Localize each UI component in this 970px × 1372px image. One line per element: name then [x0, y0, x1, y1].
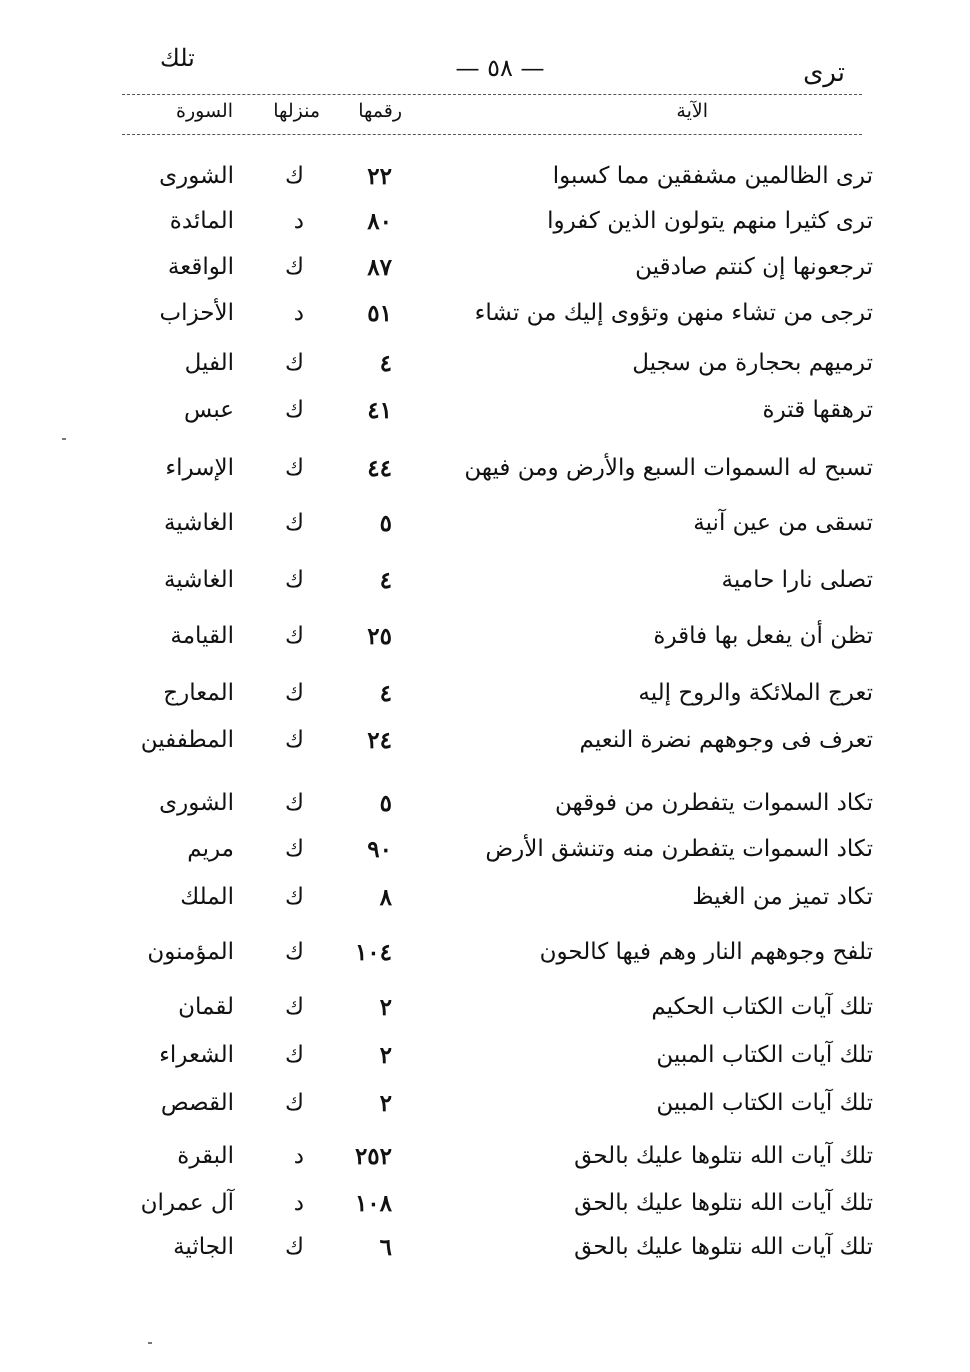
place-cell: ك [285, 939, 304, 965]
table-row [0, 994, 970, 1034]
place-cell: ك [285, 623, 304, 649]
surah-cell: الشورى [159, 163, 234, 189]
number-cell: ١٠٤ [354, 939, 392, 966]
table-row [0, 623, 970, 663]
verse-cell: تكاد السموات يتفطرن منه وتنشق الأرض [485, 836, 873, 862]
place-cell: ك [285, 163, 304, 189]
number-cell: ٤٤ [367, 455, 392, 482]
verse-cell: ترجعونها إن كنتم صادقين [635, 254, 873, 280]
verse-cell: تسقى من عين آنية [693, 510, 873, 536]
number-cell: ٢٢ [367, 163, 392, 190]
place-cell: ك [285, 1042, 304, 1068]
number-cell: ٩٠ [367, 836, 392, 863]
table-row [0, 1234, 970, 1274]
header-bottom-rule [122, 134, 862, 135]
number-cell: ٥ [379, 510, 392, 537]
place-cell: ك [285, 567, 304, 593]
table-row [0, 350, 970, 390]
verse-cell: تلك آيات الله نتلوها عليك بالحق [574, 1234, 873, 1260]
surah-cell: لقمان [178, 994, 234, 1020]
table-row [0, 397, 970, 437]
verse-cell: ترهقها قترة [762, 397, 873, 423]
table-row [0, 208, 970, 248]
surah-cell: آل عمران [140, 1190, 234, 1216]
number-cell: ٢ [379, 1042, 392, 1069]
print-speck [148, 1342, 152, 1344]
table-row [0, 1143, 970, 1183]
verse-cell: تعرج الملائكة والروح إليه [638, 680, 873, 706]
table-row [0, 300, 970, 340]
table-row [0, 939, 970, 979]
table-row [0, 567, 970, 607]
table-row [0, 254, 970, 294]
number-cell: ٢ [379, 1090, 392, 1117]
number-cell: ٢ [379, 994, 392, 1021]
table-row [0, 1190, 970, 1230]
number-cell: ٢٤ [367, 727, 392, 754]
verse-cell: تظن أن يفعل بها فاقرة [653, 623, 873, 649]
table-row [0, 836, 970, 876]
surah-cell: مريم [187, 836, 234, 862]
number-cell: ٥ [379, 790, 392, 817]
surah-cell: الشورى [159, 790, 234, 816]
verse-cell: ترميهم بحجارة من سجيل [632, 350, 873, 376]
column-header-verse: الآية [676, 100, 708, 122]
number-cell: ٨٠ [367, 208, 392, 235]
surah-cell: الغاشية [163, 567, 234, 593]
column-header-place: منزلها [273, 100, 320, 122]
print-speck [62, 438, 66, 440]
table-row [0, 884, 970, 924]
verse-cell: تلفح وجوههم النار وهم فيها كالحون [539, 939, 873, 965]
verse-cell: تكاد السموات يتفطرن من فوقهن [555, 790, 873, 816]
place-cell: ك [285, 994, 304, 1020]
number-cell: ٢٥ [367, 623, 392, 650]
surah-cell: البقرة [177, 1143, 234, 1169]
number-cell: ١٠٨ [354, 1190, 392, 1217]
verse-cell: تلك آيات الله نتلوها عليك بالحق [574, 1143, 873, 1169]
number-cell: ٨٧ [367, 254, 392, 281]
running-header-left: تلك [160, 44, 195, 72]
running-header-right: ترى [803, 58, 845, 88]
place-cell: ك [285, 510, 304, 536]
verse-cell: تلك آيات الله نتلوها عليك بالحق [574, 1190, 873, 1216]
surah-cell: الجاثية [173, 1234, 234, 1260]
verse-cell: ترى الظالمين مشفقين مما كسبوا [552, 163, 873, 189]
surah-cell: الإسراء [165, 455, 234, 481]
place-cell: ك [285, 1234, 304, 1260]
surah-cell: الملك [180, 884, 234, 910]
place-cell: ك [285, 397, 304, 423]
place-cell: د [293, 300, 304, 326]
table-row [0, 727, 970, 767]
table-row [0, 1090, 970, 1130]
verse-cell: ترجى من تشاء منهن وتؤوى إليك من تشاء [474, 300, 873, 326]
table-row [0, 790, 970, 830]
place-cell: ك [285, 350, 304, 376]
number-cell: ٤ [379, 680, 392, 707]
table-row [0, 680, 970, 720]
number-cell: ٤ [379, 350, 392, 377]
surah-cell: الواقعة [167, 254, 234, 280]
place-cell: ك [285, 727, 304, 753]
place-cell: د [293, 1143, 304, 1169]
number-cell: ٤١ [367, 397, 392, 424]
place-cell: د [293, 208, 304, 234]
table-row [0, 1042, 970, 1082]
table-row [0, 510, 970, 550]
surah-cell: الأحزاب [159, 300, 234, 326]
number-cell: ٤ [379, 567, 392, 594]
number-cell: ٢٥٢ [354, 1143, 392, 1170]
number-cell: ٨ [379, 884, 392, 911]
place-cell: ك [285, 455, 304, 481]
surah-cell: المعارج [163, 680, 234, 706]
verse-cell: تلك آيات الكتاب الحكيم [651, 994, 873, 1020]
place-cell: د [293, 1190, 304, 1216]
table-row [0, 455, 970, 495]
header-top-rule [122, 94, 862, 95]
place-cell: ك [285, 680, 304, 706]
place-cell: ك [285, 836, 304, 862]
surah-cell: الفيل [184, 350, 234, 376]
verse-cell: تلك آيات الكتاب المبين [656, 1042, 873, 1068]
place-cell: ك [285, 790, 304, 816]
verse-cell: تعرف فى وجوههم نضرة النعيم [579, 727, 873, 753]
place-cell: ك [285, 254, 304, 280]
surah-cell: الغاشية [163, 510, 234, 536]
column-header-number: رقمها [358, 100, 402, 122]
verse-cell: تسبح له السموات السبع والأرض ومن فيهن [464, 455, 873, 481]
verse-cell: ترى كثيرا منهم يتولون الذين كفروا [547, 208, 873, 234]
surah-cell: عبس [184, 397, 234, 423]
number-cell: ٦ [379, 1234, 392, 1261]
surah-cell: القيامة [170, 623, 234, 649]
table-row [0, 163, 970, 203]
column-header-surah: السورة [176, 100, 233, 122]
surah-cell: القصص [160, 1090, 234, 1116]
verse-cell: تصلى نارا حامية [721, 567, 873, 593]
verse-cell: تلك آيات الكتاب المبين [656, 1090, 873, 1116]
surah-cell: المؤمنون [147, 939, 234, 965]
place-cell: ك [285, 1090, 304, 1116]
number-cell: ٥١ [367, 300, 392, 327]
surah-cell: المطففين [140, 727, 234, 753]
verse-cell: تكاد تميز من الغيظ [692, 884, 873, 910]
place-cell: ك [285, 884, 304, 910]
surah-cell: المائدة [169, 208, 234, 234]
surah-cell: الشعراء [159, 1042, 234, 1068]
page-number: — ٥٨ — [455, 54, 545, 82]
